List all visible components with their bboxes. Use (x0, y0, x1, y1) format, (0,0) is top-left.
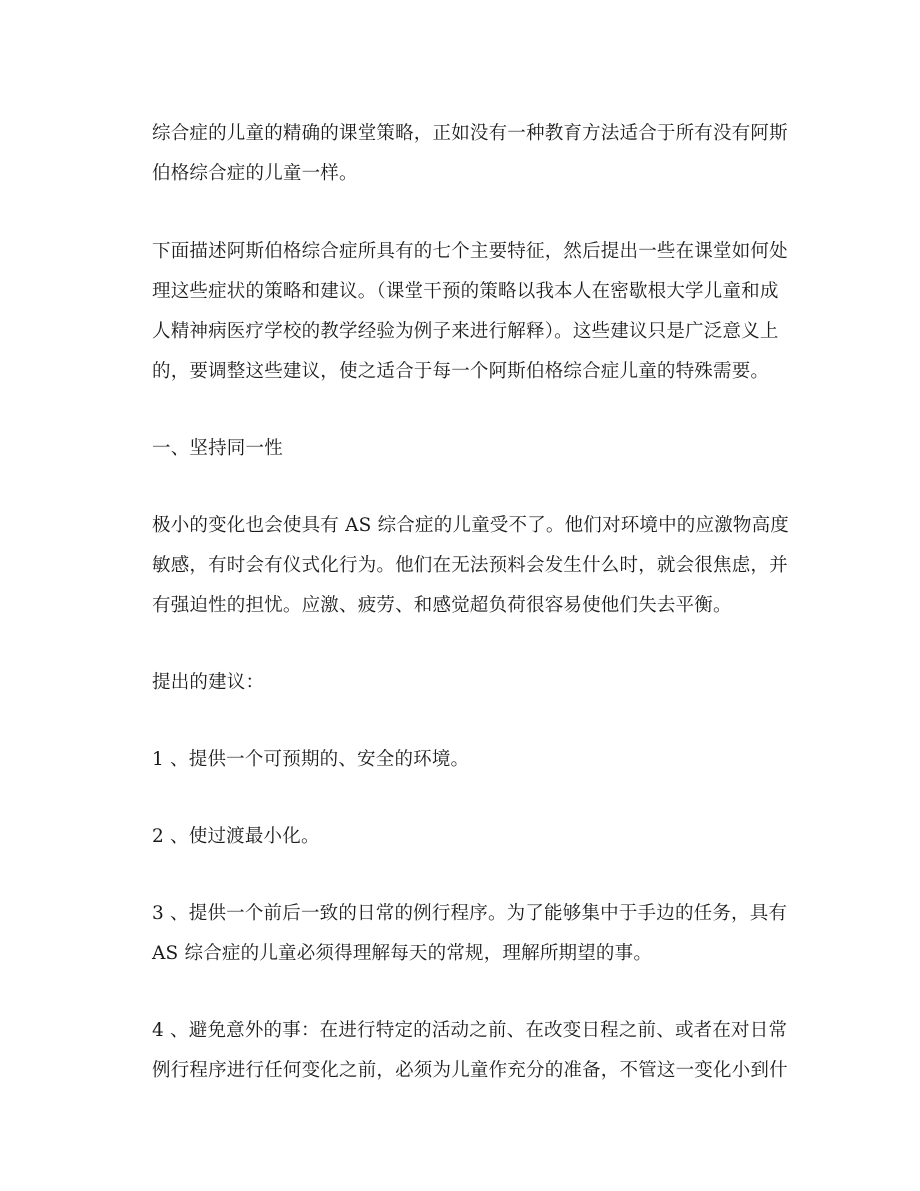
paragraph-overview-line-4: 的，要调整这些建议，使之适合于每一个阿斯伯格综合症儿童的特殊需要。 (152, 361, 770, 382)
paragraph-intro-line-1: 综合症的儿童的精确的课堂策略，正如没有一种教育方法适合于所有没有阿斯 (152, 123, 788, 144)
paragraph-sameness-line-2: 敏感，有时会有仪式化行为。他们在无法预料会发生什么时，就会很焦虑，并 (152, 555, 788, 576)
paragraph-sameness-line-1: 极小的变化也会使具有 AS 综合症的儿童受不了。他们对环境中的应激物高度 (152, 515, 789, 536)
suggestion-item-1: 1 、提供一个可预期的、安全的环境。 (152, 749, 470, 770)
paragraph-overview-line-1: 下面描述阿斯伯格综合症所具有的七个主要特征，然后提出一些在课堂如何处 (152, 241, 788, 262)
paragraph-sameness-line-3: 有强迫性的担忧。应激、疲劳、和感觉超负荷很容易使他们失去平衡。 (152, 595, 732, 616)
suggestion-item-3-line-2: AS 综合症的儿童必须得理解每天的常规，理解所期望的事。 (152, 943, 653, 964)
suggestion-item-3-line-1: 3 、提供一个前后一致的日常的例行程序。为了能够集中于手边的任务，具有 (152, 903, 788, 924)
paragraph-overview-line-3: 人精神病医疗学校的教学经验为例子来进行解释）。这些建议只是广泛意义上 (152, 321, 779, 342)
section-heading: 一、坚持同一性 (152, 438, 283, 459)
suggestions-heading: 提出的建议： (152, 672, 265, 693)
suggestion-item-4-line-1: 4 、避免意外的事：在进行特定的活动之前、在改变日程之前、或者在对日常 (152, 1020, 788, 1041)
suggestion-item-2: 2 、使过渡最小化。 (152, 826, 320, 847)
paragraph-intro-line-2: 伯格综合症的儿童一样。 (152, 163, 358, 184)
paragraph-overview-line-2: 理这些症状的策略和建议。（课堂干预的策略以我本人在密歇根大学儿童和成 (152, 281, 779, 302)
suggestion-item-4-line-2: 例行程序进行任何变化之前，必须为儿童作充分的准备，不管这一变化小到什 (152, 1060, 788, 1081)
